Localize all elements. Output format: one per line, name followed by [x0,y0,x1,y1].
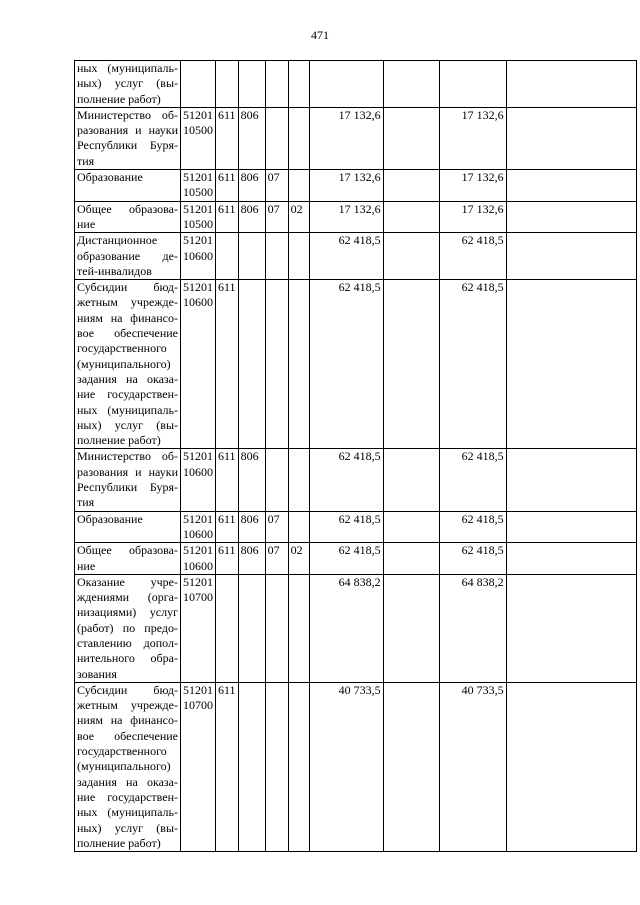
ministry-code-cell: 806 [238,201,265,233]
row-name-cell: Субсидии бюд-жетным учрежде-ниям на финансо-вое обеспечение государственного (муниципального) задания на оказа-ние государствен-ных (муниципаль-ных) услуг (вы-полнение работ) [75,682,181,851]
target-article-cell: 51201 10600 [181,449,216,511]
amount-cell-3: 62 418,5 [439,280,506,449]
amount-cell-3: 17 132,6 [439,107,506,169]
row-name-cell: Образование [75,511,181,543]
amount-cell-3: 62 418,5 [439,233,506,280]
row-name-cell: Образование [75,170,181,202]
expense-type-cell: 611 [216,107,239,169]
row-name-cell: Оказание учре-ждениями (орга-низациями) услуг (работ) по предо-ставлению допол-нительного обра-зования [75,574,181,682]
ministry-code-cell: 806 [238,543,265,575]
subsection-cell [288,170,309,202]
section-cell [265,574,288,682]
section-cell [265,280,288,449]
ministry-code-cell: 806 [238,449,265,511]
amount-cell-3: 62 418,5 [439,449,506,511]
target-article-cell: 51201 10600 [181,511,216,543]
row-name-cell: Субсидии бюд-жетным учрежде-ниям на финансо-вое обеспечение государственного (муниципального) задания на оказа-ние государствен-ных (муниципаль-ных) услуг (вы-полнение работ) [75,280,181,449]
amount-cell-4 [506,170,636,202]
amount-cell-2 [383,201,439,233]
amount-cell-3: 17 132,6 [439,170,506,202]
budget-table [74,60,637,852]
amount-cell-3 [439,61,506,108]
target-article-cell: 51201 10600 [181,280,216,449]
section-cell [265,61,288,108]
amount-cell-3: 62 418,5 [439,543,506,575]
ministry-code-cell: 806 [238,511,265,543]
amount-cell-1: 62 418,5 [309,280,383,449]
section-cell [265,682,288,851]
expense-type-cell [216,233,239,280]
subsection-cell: 02 [288,543,309,575]
amount-cell-2 [383,233,439,280]
amount-cell-1: 62 418,5 [309,233,383,280]
subsection-cell [288,107,309,169]
amount-cell-1: 64 838,2 [309,574,383,682]
ministry-code-cell [238,233,265,280]
expense-type-cell [216,61,239,108]
amount-cell-2 [383,170,439,202]
expense-type-cell: 611 [216,170,239,202]
amount-cell-1: 62 418,5 [309,449,383,511]
amount-cell-2 [383,449,439,511]
amount-cell-4 [506,201,636,233]
table-row [75,61,637,108]
target-article-cell: 51201 10600 [181,543,216,575]
section-cell [265,449,288,511]
table-row [75,107,637,169]
target-article-cell: 51201 10700 [181,574,216,682]
table-row [75,170,637,202]
amount-cell-4 [506,543,636,575]
amount-cell-4 [506,574,636,682]
expense-type-cell: 611 [216,280,239,449]
amount-cell-2 [383,280,439,449]
amount-cell-2 [383,543,439,575]
row-name-cell: Министерство об-разования и науки Республики Буря-тия [75,449,181,511]
amount-cell-2 [383,107,439,169]
row-name-cell: ных (муниципаль-ных) услуг (вы-полнение работ) [75,61,181,108]
row-name-cell: Министерство об-разования и науки Республики Буря-тия [75,107,181,169]
table-row [75,449,637,511]
section-cell: 07 [265,511,288,543]
amount-cell-1: 62 418,5 [309,511,383,543]
amount-cell-2 [383,682,439,851]
expense-type-cell: 611 [216,511,239,543]
amount-cell-4 [506,682,636,851]
amount-cell-4 [506,61,636,108]
subsection-cell [288,574,309,682]
amount-cell-3: 17 132,6 [439,201,506,233]
ministry-code-cell: 806 [238,170,265,202]
amount-cell-1: 17 132,6 [309,170,383,202]
table-row [75,682,637,851]
table-row [75,574,637,682]
subsection-cell [288,449,309,511]
amount-cell-2 [383,511,439,543]
amount-cell-4 [506,233,636,280]
section-cell: 07 [265,170,288,202]
table-row [75,201,637,233]
ministry-code-cell [238,682,265,851]
target-article-cell: 51201 10600 [181,233,216,280]
expense-type-cell: 611 [216,449,239,511]
amount-cell-2 [383,574,439,682]
amount-cell-4 [506,449,636,511]
target-article-cell: 51201 10500 [181,201,216,233]
amount-cell-2 [383,61,439,108]
subsection-cell: 02 [288,201,309,233]
ministry-code-cell [238,61,265,108]
target-article-cell: 51201 10500 [181,107,216,169]
target-article-cell: 51201 10700 [181,682,216,851]
ministry-code-cell [238,280,265,449]
table-row [75,233,637,280]
amount-cell-4 [506,280,636,449]
subsection-cell [288,61,309,108]
target-article-cell [181,61,216,108]
amount-cell-3: 62 418,5 [439,511,506,543]
amount-cell-3: 64 838,2 [439,574,506,682]
expense-type-cell: 611 [216,682,239,851]
expense-type-cell [216,574,239,682]
amount-cell-1: 40 733,5 [309,682,383,851]
subsection-cell [288,682,309,851]
subsection-cell [288,280,309,449]
expense-type-cell: 611 [216,543,239,575]
subsection-cell [288,233,309,280]
row-name-cell: Дистанционное образование де-тей-инвалидов [75,233,181,280]
amount-cell-4 [506,511,636,543]
section-cell: 07 [265,543,288,575]
amount-cell-1: 62 418,5 [309,543,383,575]
page-number: 471 [311,28,329,42]
section-cell [265,107,288,169]
row-name-cell: Общее образова-ние [75,201,181,233]
table-row [75,280,637,449]
budget-table-body [75,61,637,852]
ministry-code-cell [238,574,265,682]
table-row [75,511,637,543]
amount-cell-1: 17 132,6 [309,107,383,169]
expense-type-cell: 611 [216,201,239,233]
amount-cell-1: 17 132,6 [309,201,383,233]
target-article-cell: 51201 10500 [181,170,216,202]
amount-cell-4 [506,107,636,169]
row-name-cell: Общее образова-ние [75,543,181,575]
table-row [75,543,637,575]
section-cell [265,233,288,280]
amount-cell-1 [309,61,383,108]
section-cell: 07 [265,201,288,233]
ministry-code-cell: 806 [238,107,265,169]
subsection-cell [288,511,309,543]
amount-cell-3: 40 733,5 [439,682,506,851]
